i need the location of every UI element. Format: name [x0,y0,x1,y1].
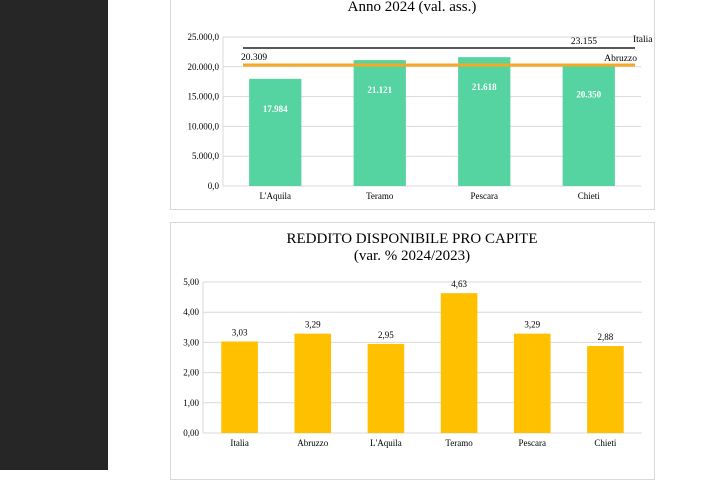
reference-value-label: 23.155 [570,36,597,47]
data-label: 21.618 [471,82,497,93]
bar [249,79,301,186]
chart-title: REDDITO DISPONIBILE PRO CAPITE [286,231,538,247]
data-label: 17.984 [262,103,288,114]
data-label: 4,63 [451,279,467,290]
x-tick-label: Chieti [577,191,600,201]
bar [294,334,331,433]
bar [221,341,258,433]
x-tick-label: Pescara [518,438,546,448]
dark-sidebar [0,0,108,470]
data-label: 3,29 [524,319,541,330]
data-label: 3,29 [304,319,321,330]
y-tick-label: 5.000,0 [192,151,219,162]
y-tick-label: 0,00 [183,428,199,438]
y-tick-label: 4,00 [183,307,199,318]
x-tick-label: Chieti [594,438,617,448]
document-page [108,0,708,470]
y-tick-label: 5,00 [183,277,199,287]
reference-name-label: Abruzzo [604,53,637,64]
x-tick-label: Teramo [445,438,473,448]
y-tick-label: 3,00 [183,337,199,348]
x-tick-label: L'Aquila [370,438,402,448]
bar [354,60,406,186]
y-tick-label: 1,00 [183,397,199,408]
bar [587,346,624,433]
chart-variazione-percentuale [171,223,654,479]
reference-name-label: Italia [633,34,653,45]
x-tick-label: Pescara [470,191,498,201]
y-tick-label: 0,0 [207,181,219,191]
data-label: 3,03 [231,327,248,338]
y-tick-label: 15.000,0 [187,91,219,102]
x-tick-label: L'Aquila [259,191,292,201]
x-tick-label: Abruzzo [297,438,329,448]
data-label: 20.350 [576,89,602,100]
bar [368,344,405,433]
y-tick-label: 10.000,0 [187,121,219,132]
data-label: 2,88 [597,332,614,343]
bar [514,334,551,433]
chart-subtitle: (var. % 2024/2023) [353,248,471,264]
chart-panel-variazione [170,222,655,480]
data-label: 2,95 [378,329,394,340]
bar [458,57,510,186]
y-tick-label: 20.000,0 [187,61,219,72]
chart-title: Anno 2024 (val. ass.) [347,0,477,15]
x-tick-label: Teramo [366,191,394,201]
chart-panel-valori-assoluti [170,0,655,210]
y-tick-label: 2,00 [183,367,199,378]
reference-value-label: 20.309 [241,52,268,63]
bar [441,293,478,433]
bar [563,65,615,186]
x-tick-label: Italia [230,438,249,448]
y-tick-label: 25.000,0 [187,32,219,42]
chart-valori-assoluti [171,0,654,209]
data-label: 21.121 [367,85,393,96]
